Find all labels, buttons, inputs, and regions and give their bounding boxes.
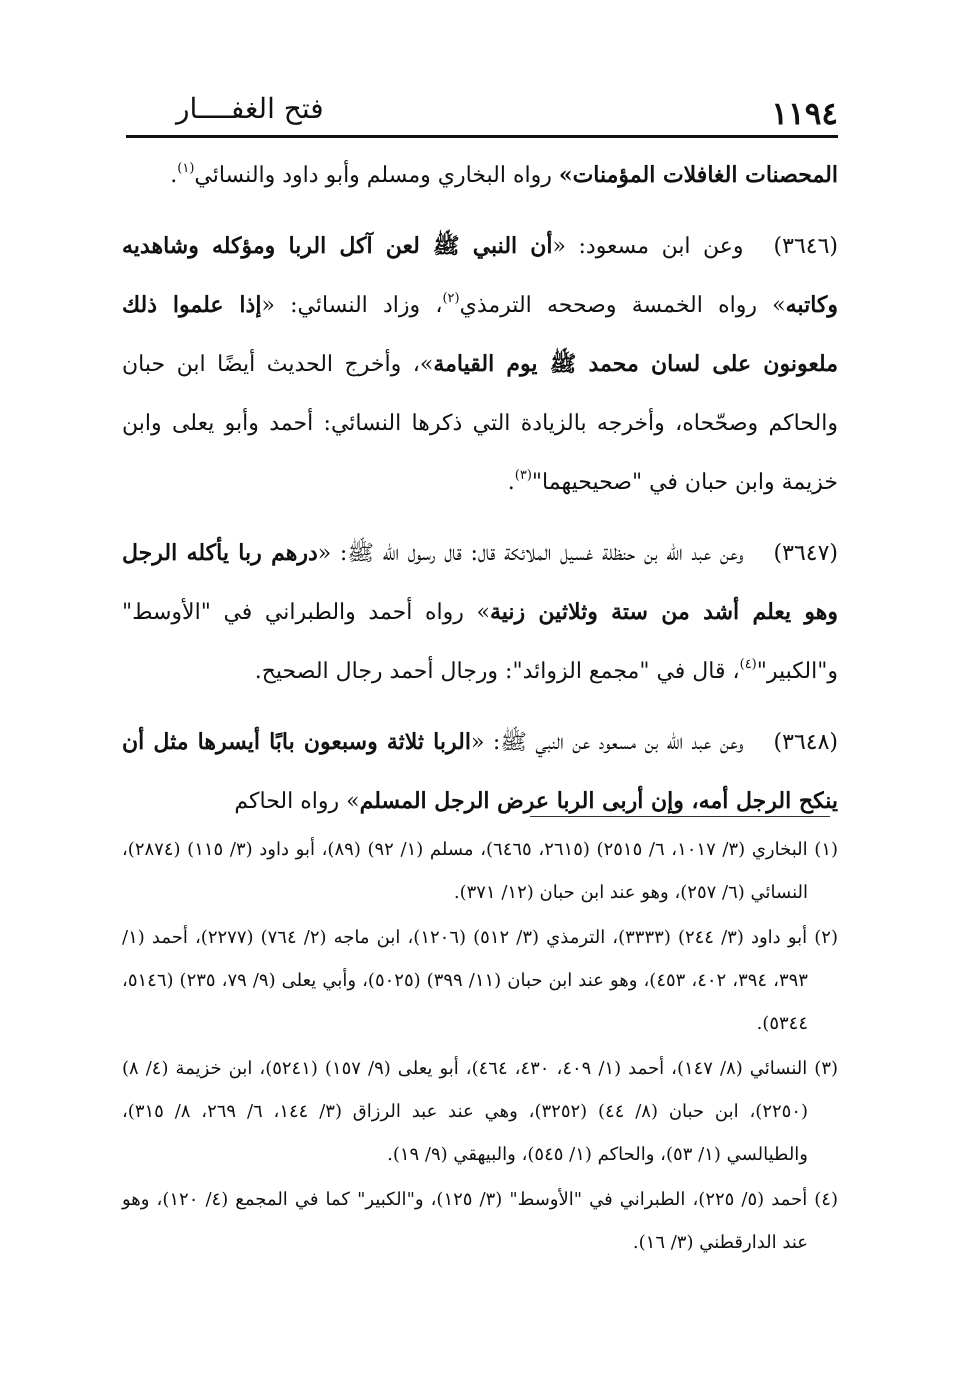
paragraph-continuation bbox=[122, 146, 838, 205]
footnote-ref: (٢) bbox=[442, 291, 460, 306]
hadith-text: درهم ربا يأكله الرجل وهو يعلم أشد من ستة وثلاثين زنية bbox=[122, 540, 838, 625]
paragraph-text: وعن عبد الله بن مسعود عن النبي ﷺ: « bbox=[470, 730, 744, 755]
footnote-ref: (١) bbox=[177, 161, 195, 176]
footnote-ref: (٣) bbox=[514, 468, 532, 483]
page-header bbox=[126, 92, 838, 136]
paragraph-text: وعن عبد الله بن حنظلة غسيل الملائكة قال: قال رسول الله ﷺ: « bbox=[317, 541, 744, 566]
paragraph-end: . bbox=[507, 470, 515, 495]
page-number: ١١٩٤ bbox=[771, 96, 838, 132]
hadith-number: (٣٦٤٦) bbox=[773, 234, 838, 259]
paragraph-text: »، وأخرج الحديث أيضًا ابن حبان والحاكم وصحّحاه، وأخرجه بالزيادة التي ذكرها النسائي: أحمد وأبو يعلى وابن خزيمة وابن حبان في "صحيحيهما" bbox=[122, 352, 838, 495]
hadith-text: الربا ثلاثة وسبعون بابًا أيسرها مثل أن ينكح الرجل أمه، وإن أربى الربا عرض الرجل المسلم bbox=[122, 729, 838, 814]
main-text bbox=[122, 146, 838, 843]
hadith-text: المحصنات الغافلات المؤمنات» bbox=[558, 162, 838, 188]
footnote-separator bbox=[530, 816, 830, 817]
paragraph-end: . bbox=[170, 163, 178, 188]
footnotes bbox=[122, 828, 838, 1266]
running-title: فتح الغفــــار bbox=[176, 92, 324, 125]
footnote-3: (٣) النسائي (٨/ ١٤٧)، أحمد (١/ ٤٠٩، ٤٣٠، ٤٦٤)، أبو يعلى (٩/ ١٥٧) (٥٢٤١)، ابن خزيمة (٤/ ٨) (٢٢٥٠)، ابن حبان (٨/ ٤٤) (٣٢٥٢)، وهي عند عبد الرزاق (٣/ ١٤٤، ٦/ ٢٦٩، ٨/ ٣١٥)، والطيالسي (١/ ٥٣)، والحاكم (١/ ٥٤٥)، والبيهقي (٩/ ١٩). bbox=[122, 1058, 839, 1165]
hadith-number: (٣٦٤٧) bbox=[773, 541, 838, 566]
hadith-paragraph-3647 bbox=[122, 524, 838, 701]
paragraph-text: ، وزاد النسائي: « bbox=[261, 293, 443, 318]
paragraph-text: » رواه الخمسة وصححه الترمذي bbox=[459, 293, 786, 318]
header-rule bbox=[126, 135, 838, 138]
footnote-2: (٢) أبو داود (٣/ ٢٤٤) (٣٣٣٣)، الترمذي (٣/ ٥١٢) (١٢٠٦)، ابن ماجه (٢/ ٧٦٤) (٢٢٧٧)، أحمد (١/ ٣٩٣، ٣٩٤، ٤٠٢، ٤٥٣)، وهو عند ابن حبان (١١/ ٣٩٩) (٥٠٢٥)، وأبي يعلى (٩/ ٧٩، ٢٣٥) (٥١٤٦، ٥٣٤٤). bbox=[122, 927, 838, 1034]
footnote-1: (١) البخاري (٣/ ١٠١٧، ٦/ ٢٥١٥) (٢٦١٥، ٦٤٦٥)، مسلم (١/ ٩٢) (٨٩)، أبو داود (٣/ ١١٥) (٢٨٧٤)، النسائي (٦/ ٢٥٧)، وهو عند ابن حبان (١٢/ ٣٧١). bbox=[122, 839, 839, 903]
hadith-paragraph-3646 bbox=[122, 217, 838, 512]
hadith-text: إذا علموا ذلك ملعونون على لسان محمد ﷺ يوم القيامة bbox=[122, 292, 838, 377]
hadith-number: (٣٦٤٨) bbox=[773, 730, 838, 755]
hadith-paragraph-3648 bbox=[122, 713, 838, 831]
paragraph-text: وعن ابن مسعود: « bbox=[552, 234, 744, 259]
footnote-4: (٤) أحمد (٥/ ٢٢٥)، الطبراني في "الأوسط" (٣/ ١٢٥)، و"الكبير" كما في المجمع (٤/ ١٢٠)، وهو عند الدارقطني (٣/ ١٦). bbox=[122, 1189, 838, 1253]
paragraph-text: رواه البخاري ومسلم وأبو داود والنسائي bbox=[194, 163, 559, 188]
hadith-text: أن النبي ﷺ لعن آكل الربا ومؤكله وشاهديه وكاتبه bbox=[122, 233, 838, 318]
paragraph-text: » رواه أحمد والطبراني في "الأوسط" و"الكبير" bbox=[122, 600, 838, 684]
paragraph-text: » رواه الحاكم bbox=[234, 789, 360, 814]
paragraph-text: ، قال في "مجمع الزوائد": ورجال أحمد رجال الصحيح. bbox=[254, 659, 740, 684]
footnote-ref: (٤) bbox=[739, 657, 757, 672]
